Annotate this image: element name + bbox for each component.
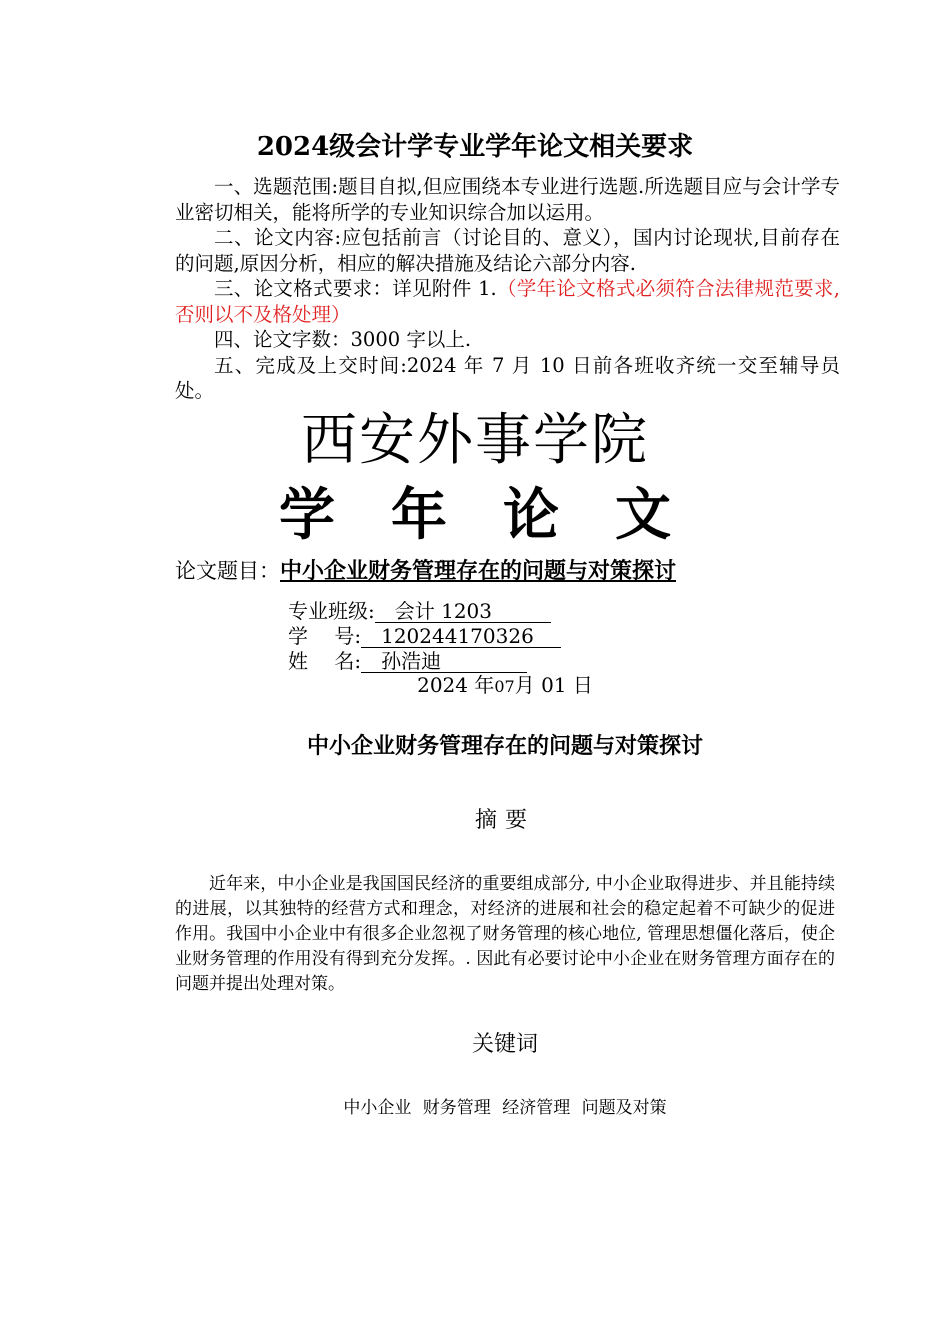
student-name-value: 孙浩迪 bbox=[361, 650, 527, 673]
requirement-item-5: 五、完成及上交时间:2024 年 7 月 10 日前各班收齐统一交至辅导员处。 bbox=[175, 353, 840, 402]
requirement-item-3 bbox=[175, 276, 840, 327]
student-id-label: 学 号: bbox=[288, 624, 362, 648]
paper-title: 中小企业财务管理存在的问题与对策探讨 bbox=[306, 734, 703, 759]
keywords-text: 中小企业 财务管理 经济管理 问题及对策 bbox=[343, 1098, 667, 1118]
student-id-row bbox=[288, 623, 561, 649]
thesis-char: 年 bbox=[391, 483, 447, 548]
class-label: 专业班级: bbox=[288, 599, 375, 623]
requirement-item-4: 四、论文字数：3000 字以上. bbox=[214, 328, 472, 351]
requirement-item-2: 二、论文内容:应包括前言（讨论目的、意义），国内讨论现状,目前存在的问题,原因分析，相应的解决措施及结论六部分内容. bbox=[175, 226, 840, 275]
topic-label: 论文题目： bbox=[175, 559, 280, 583]
date-day: 月 01 日 bbox=[514, 673, 593, 697]
topic-line bbox=[175, 556, 676, 587]
class-row bbox=[288, 598, 551, 624]
date-month: 07 bbox=[494, 677, 515, 696]
school-name: 西安外事学院 bbox=[301, 408, 649, 473]
abstract-heading: 摘要 bbox=[474, 808, 535, 833]
student-name-label: 姓 名: bbox=[288, 649, 362, 673]
requirement-item-1: 一、选题范围:题目自拟,但应围绕本专业进行选题.所选题目应与会计学专业密切相关，能将所学的专业知识综合加以运用。 bbox=[175, 175, 840, 224]
thesis-char: 论 bbox=[503, 483, 559, 548]
topic-value: 中小企业财务管理存在的问题与对策探讨 bbox=[280, 559, 677, 584]
requirement-item-3-text: 三、论文格式要求：详见附件 1. bbox=[214, 277, 497, 300]
thesis-char: 文 bbox=[615, 483, 671, 548]
class-value: 会计 1203 bbox=[375, 600, 551, 623]
student-name-row bbox=[288, 648, 527, 674]
student-id-value: 120244170326 bbox=[361, 625, 561, 648]
format-warning-note: （学年论文格式必须符合法律规范要求,否则以不及格处理） bbox=[175, 277, 840, 326]
requirements-title: 2024级会计学专业学年论文相关要求 bbox=[256, 132, 694, 162]
submission-date bbox=[0, 672, 950, 700]
keywords-heading: 关键词 bbox=[471, 1032, 538, 1057]
requirements-list bbox=[175, 174, 840, 404]
thesis-char: 学 bbox=[279, 483, 335, 548]
date-year: 2024 年 bbox=[417, 673, 495, 697]
abstract-text: 近年来，中小企业是我国国民经济的重要组成部分, 中小企业取得进步、并且能持续的进展，以其独特的经营方式和理念，对经济的进展和社会的稳定起着不可缺少的促进作用。我国中小企业中有很多企业忽视了财务管理的核心地位, 管理思想僵化落后，使企业财务管理的作用没有得到充分发挥。. 因此有必要讨论中小企业在财务管理方面存在的问题并提出处理对策。 bbox=[175, 874, 835, 994]
thesis-type-heading bbox=[0, 480, 950, 552]
